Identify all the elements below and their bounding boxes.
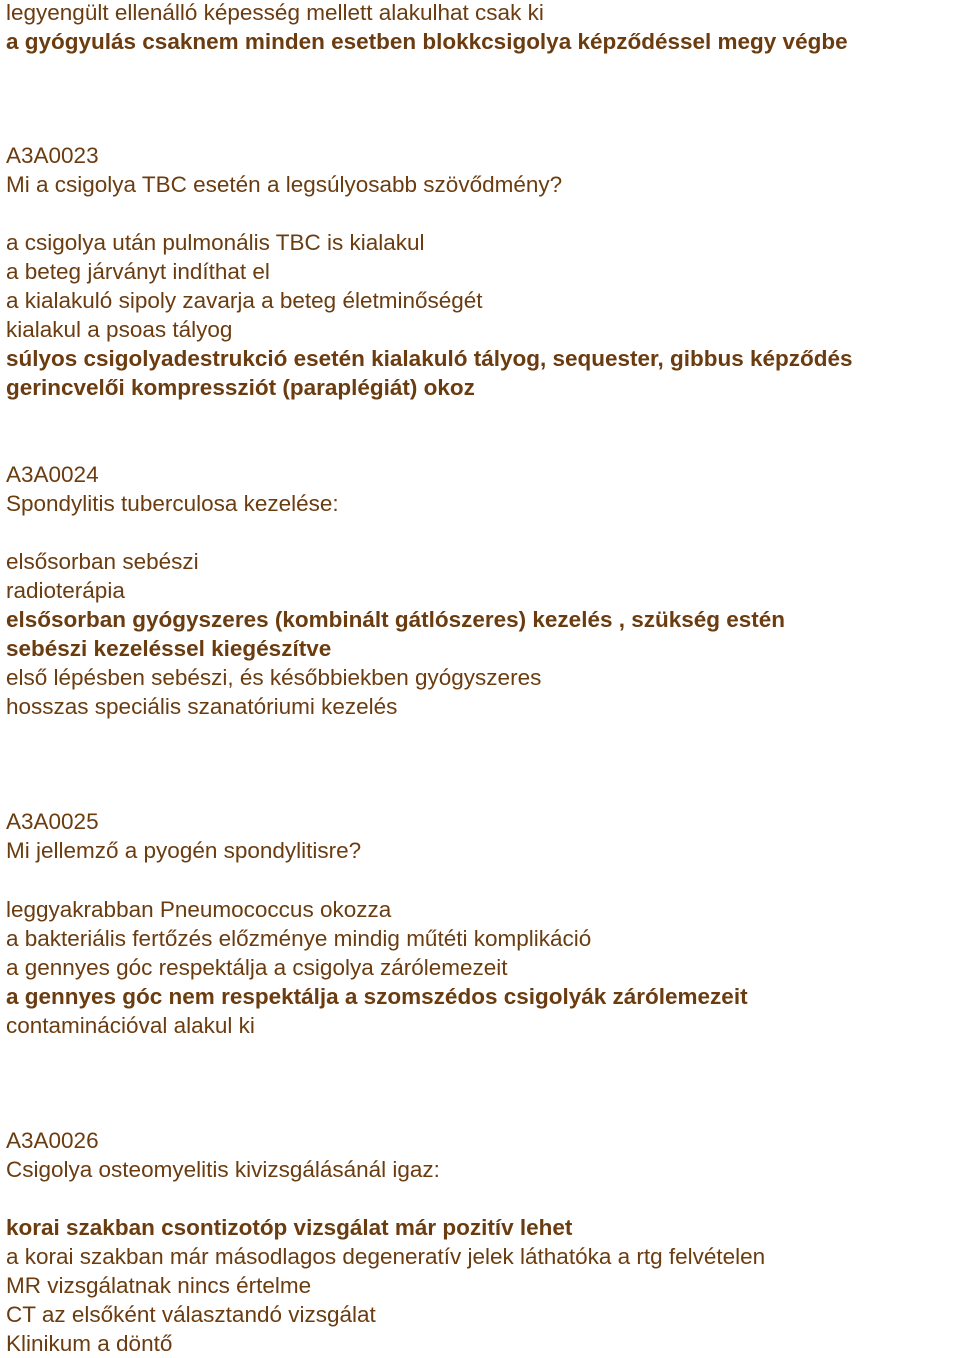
- answer-option: kialakul a psoas tályog: [6, 317, 233, 342]
- answer-option: Klinikum a döntő: [6, 1331, 173, 1356]
- answer-option: hosszas speciális szanatóriumi kezelés: [6, 694, 398, 719]
- answer-option: a bakteriális fertőzés előzménye mindig műtéti komplikáció: [6, 926, 592, 951]
- question-id: A3A0024: [6, 462, 99, 487]
- answer-option: contaminációval alakul ki: [6, 1013, 255, 1038]
- answer-option-correct: gerincvelői kompressziót (paraplégiát) okoz: [6, 375, 475, 400]
- question-text: Mi jellemző a pyogén spondylitisre?: [6, 838, 362, 863]
- intro-line-correct: a gyógyulás csaknem minden esetben blokkcsigolya képződéssel megy végbe: [6, 29, 848, 54]
- answer-option: a korai szakban már másodlagos degeneratív jelek láthatóka a rtg felvételen: [6, 1244, 766, 1269]
- question-text: Mi a csigolya TBC esetén a legsúlyosabb szövődmény?: [6, 172, 563, 197]
- answer-option-correct: súlyos csigolyadestrukció esetén kialakuló tályog, sequester, gibbus képződés: [6, 346, 853, 371]
- answer-option: CT az elsőként választandó vizsgálat: [6, 1302, 376, 1327]
- answer-option: leggyakrabban Pneumococcus okozza: [6, 897, 392, 922]
- question-text: Spondylitis tuberculosa kezelése:: [6, 491, 339, 516]
- answer-option: a gennyes góc respektálja a csigolya zárólemezeit: [6, 955, 508, 980]
- answer-option: első lépésben sebészi, és későbbiekben gyógyszeres: [6, 665, 542, 690]
- question-id: A3A0023: [6, 143, 99, 168]
- question-id: A3A0026: [6, 1128, 99, 1153]
- answer-option: radioterápia: [6, 578, 125, 603]
- answer-option-correct: a gennyes góc nem respektálja a szomszédos csigolyák zárólemezeit: [6, 984, 748, 1009]
- answer-option: a beteg járványt indíthat el: [6, 259, 270, 284]
- answer-option-correct: sebészi kezeléssel kiegészítve: [6, 636, 332, 661]
- answer-option-correct: korai szakban csontizotóp vizsgálat már pozitív lehet: [6, 1215, 573, 1240]
- answer-option: a csigolya után pulmonális TBC is kialakul: [6, 230, 425, 255]
- answer-option: MR vizsgálatnak nincs értelme: [6, 1273, 312, 1298]
- answer-option-correct: elsősorban gyógyszeres (kombinált gátlószeres) kezelés , szükség estén: [6, 607, 786, 632]
- intro-line: legyengült ellenálló képesség mellett alakulhat csak ki: [6, 0, 544, 25]
- question-id: A3A0025: [6, 809, 99, 834]
- answer-option: a kialakuló sipoly zavarja a beteg életminőségét: [6, 288, 483, 313]
- question-text: Csigolya osteomyelitis kivizsgálásánál igaz:: [6, 1157, 440, 1182]
- answer-option: elsősorban sebészi: [6, 549, 199, 574]
